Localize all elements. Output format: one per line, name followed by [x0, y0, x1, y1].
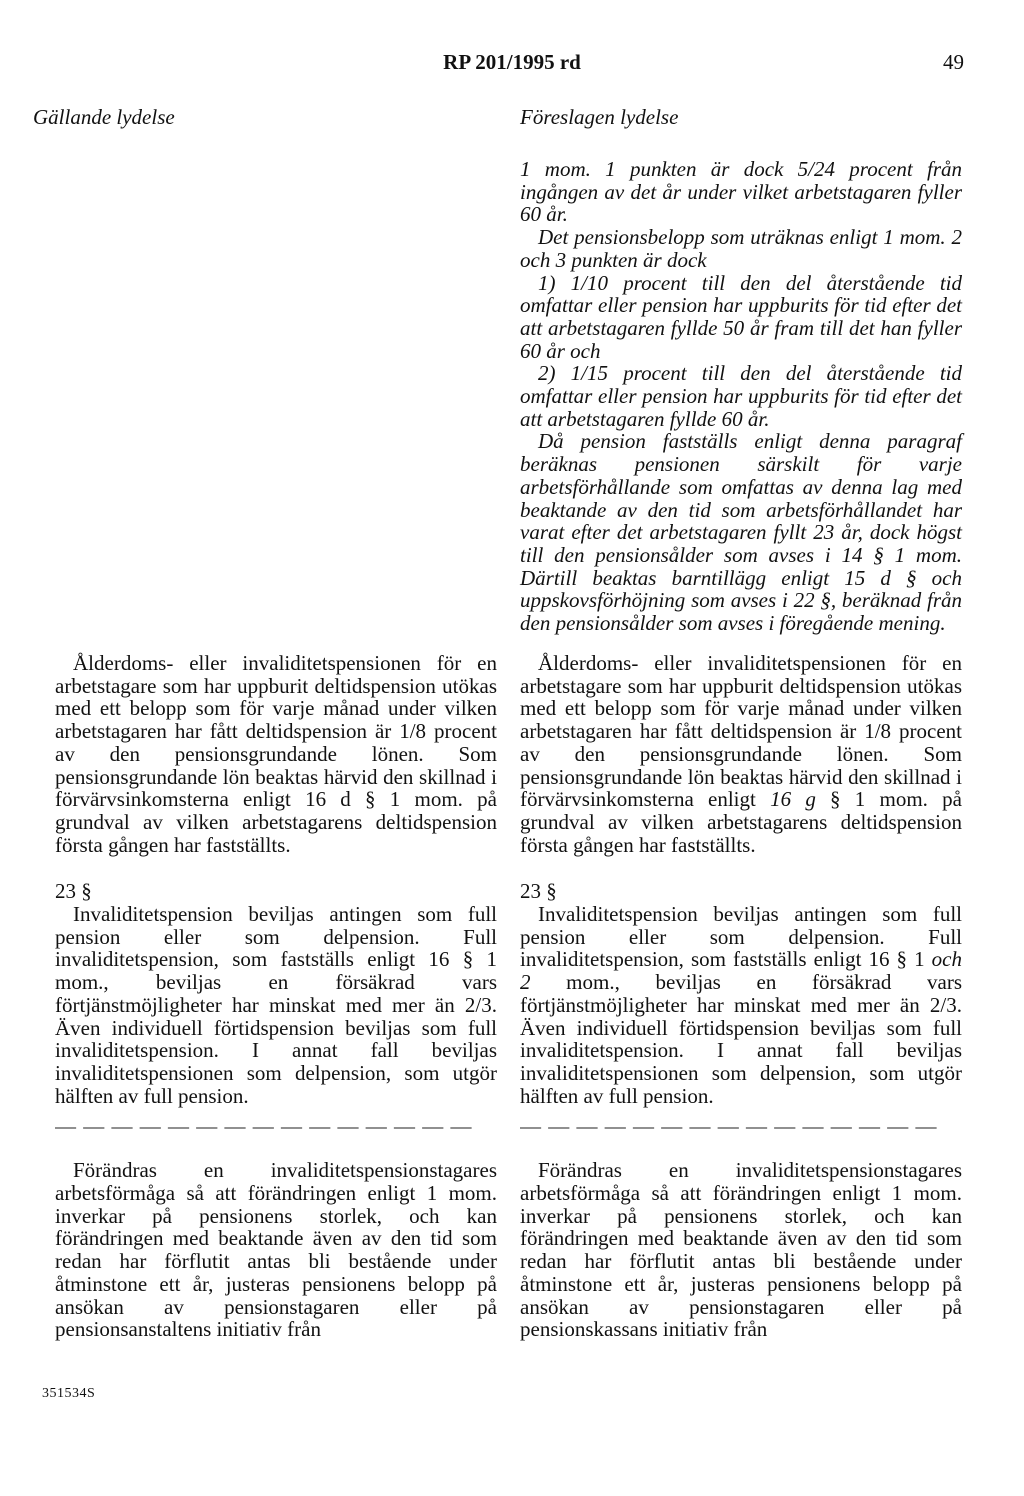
right-para-forandras: Förändras en invaliditetspensionstagares arbetsförmåga så att förändringen enligt 1 mom. inverkar på pensionens storlek, och kan förändringen med beaktande även av den tid som redan har förflutit antas bli bestående under åtminstone ett år, justeras pensionens belopp på ansökan av pensionstagaren eller på pensionskassans initiativ från — [520, 1158, 962, 1342]
proposed-para-4: 2) 1/15 procent till den del återstående tid omfattar eller pension har uppburits för tid efter det att arbetstagaren fyllde 60 år. — [520, 361, 962, 431]
right-para1-italic: 16 g — [770, 787, 816, 812]
right-section-23: 23 § — [520, 879, 557, 904]
right-proposed-block — [520, 158, 962, 635]
left-omission-dashes: — — — — — — — — — — — — — — — — [55, 1115, 473, 1138]
proposed-para-3: 1) 1/10 procent till den del återstående tid omfattar eller pension har uppburits för tid efter det att arbetstagaren fyllde 50 år fram till det han fyller 60 år och — [520, 270, 962, 363]
right-para2-text-b: mom., beviljas en försäkrad vars förtjänstmöjligheter har minskat med mer än 2/3. Även individuell förtidspension beviljas som full invaliditetspension. I annat fall beviljas invaliditetspensionen som delpension, som utgör hälften av full pension. — [520, 970, 962, 1108]
document-reference: RP 201/1995 rd — [443, 50, 581, 74]
right-column — [520, 652, 962, 1341]
left-para-invaliditet: Invaliditetspension beviljas antingen som full pension eller som delpension. Full invaliditetspension, som fastställs enligt 16 § 1 mom., beviljas en försäkrad vars förtjänstmöjligheter har minskat med mer än 2/3. Även individuell förtidspension beviljas som full invaliditetspension. I annat fall beviljas invaliditetspensionen som delpension, som utgör hälften av full pension. — [55, 902, 497, 1108]
proposed-para-5: Då pension fastställs enligt denna paragraf beräknas pensionen särskilt för varje arbetsförhållande som omfattas av denna lag med beaktande av den tid som arbetsförhållandet har varat efter det arbetstagaren fyllt 23 år, dock högst till den pensionsålder som avses i 14 § 1 mom. Därtill beaktas barntillägg enligt 15 d § och uppskovsförhöjning som avses i 22 §, beräknad från den pensionsålder som avses i föregående mening. — [520, 429, 962, 636]
right-para1-text-a: Ålderdoms- eller invaliditetspensionen för en arbetstagare som har uppburit deltidspension utökas med ett belopp som för varje månad under vilken arbetstagaren har fått deltidspension är 1/8 procent av den pensionsgrundande lönen. Som pensionsgrundande lön beaktas härvid den skillnad i förvärvsinkomsterna enligt — [520, 651, 962, 812]
right-para1-text-b: § 1 mom. på grundval av vilken arbetstagarens deltidspension första gången har fastställts. — [520, 787, 962, 857]
left-column — [55, 652, 497, 1341]
right-para2-italic: och 2 — [520, 947, 962, 995]
left-para-forandras: Förändras en invaliditetspensionstagares arbetsförmåga så att förändringen enligt 1 mom. inverkar på pensionens storlek, och kan förändringen med beaktande även av den tid som redan har förflutit antas bli bestående under åtminstone ett år, justeras pensionens belopp på ansökan av pensionstagaren eller på pensionsanstaltens initiativ från — [55, 1158, 497, 1342]
right-para2-text-a: Invaliditetspension beviljas antingen som full pension eller som delpension. Full invaliditetspension, som fastställs enligt 16 § 1 — [520, 902, 962, 972]
right-column-heading: Föreslagen lydelse — [520, 105, 679, 129]
right-para-invaliditet — [520, 903, 962, 1107]
proposed-para-1: 1 mom. 1 punkten är dock 5/24 procent från ingången av det år under vilket arbetstagaren fyller 60 år. — [520, 157, 962, 227]
left-section-23: 23 § — [55, 879, 92, 904]
left-para-deltidspension: Ålderdoms- eller invaliditetspensionen för en arbetstagare som har uppburit deltidspension utökas med ett belopp som för varje månad under vilken arbetstagaren har fått deltidspension är 1/8 procent av den pensionsgrundande lönen. Som pensionsgrundande lön beaktas härvid den skillnad i förvärvsinkomsterna enligt 16 d § 1 mom. på grundval av vilken arbetstagarens deltidspension första gången har fastställts. — [55, 651, 497, 857]
proposed-para-2: Det pensionsbelopp som uträknas enligt 1 mom. 2 och 3 punkten är dock — [520, 225, 962, 272]
page-number: 49 — [943, 50, 964, 74]
right-omission-dashes: — — — — — — — — — — — — — — — — [520, 1115, 938, 1138]
left-column-heading: Gällande lydelse — [33, 105, 175, 129]
page-header — [0, 50, 1024, 80]
print-code: 351534S — [42, 1386, 96, 1401]
right-para-deltidspension — [520, 652, 962, 856]
